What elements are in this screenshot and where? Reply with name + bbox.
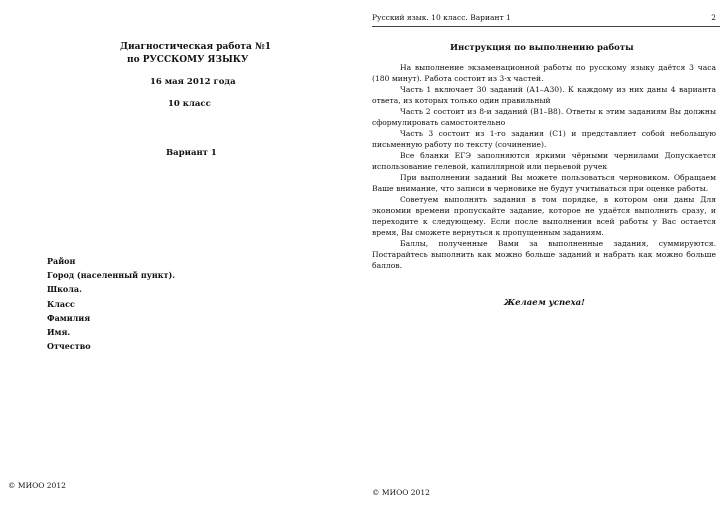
instruction-paragraph: Часть 1 включает 30 заданий (А1–А30). К каждому из них даны 4 варианта ответа, из которых только один правильный [372, 85, 716, 105]
cover-date: 16 мая 2012 года [150, 77, 236, 87]
page-header: Русский язык. 10 класс. Вариант 1 [372, 13, 511, 22]
instruction-copyright: © МИОО 2012 [372, 488, 430, 497]
header-divider [372, 26, 720, 27]
instruction-paragraph: Часть 2 состоит из 8-и заданий (В1–В8). Ответы к этим заданиям Вы должны сформулировать самостоятельно [372, 107, 716, 127]
field-city: Город (населенный пункт). [47, 270, 176, 281]
instruction-paragraph: Баллы, полученные Вами за выполненные задания, суммируются. Постарайтесь выполнить как можно больше заданий и набрать как можно больше баллов. [372, 239, 716, 270]
cover-subject: по РУССКОМУ ЯЗЫКУ [127, 55, 249, 65]
instruction-paragraph: Все бланки ЕГЭ заполняются яркими чёрными чернилами Допускается использование гелевой, капиллярной или перьевой ручек [372, 151, 716, 171]
field-name: Имя. [47, 327, 71, 338]
instruction-paragraph: Советуем выполнять задания в том порядке, в котором они даны Для экономии времени пропускайте задание, которое не удаётся выполнить сразу, и переходите к следующему. Если после выполнения всей работы у Вас остается время, Вы сможете вернуться к пропущенным заданиям. [372, 195, 716, 237]
field-surname: Фамилия [47, 312, 91, 323]
instruction-paragraph: Часть 3 состоит из 1-го задания (С1) и представляет собой небольшую письменную работу по тексту (сочинение). [372, 129, 716, 149]
cover-title: Диагностическая работа №1 [120, 42, 271, 52]
instruction-title: Инструкция по выполнению работы [450, 43, 634, 53]
cover-copyright: © МИОО 2012 [8, 481, 66, 490]
student-fields [47, 254, 175, 353]
field-school: Школа. [47, 284, 82, 295]
field-patronymic: Отчество [47, 341, 91, 352]
field-district: Район [47, 256, 76, 266]
page-number: 2 [711, 13, 716, 22]
field-class: Класс [47, 298, 75, 309]
cover-grade: 10 класс [168, 99, 211, 109]
cover-variant: Вариант 1 [166, 148, 217, 158]
instruction-body [372, 62, 716, 271]
good-luck-text: Желаем успеха! [504, 298, 585, 308]
instruction-paragraph: При выполнении заданий Вы можете пользоваться черновиком. Обращаем Ваше внимание, что записи в черновике не будут учитываться при оценке работы. [372, 173, 716, 193]
instruction-page [364, 0, 728, 515]
instruction-paragraph: На выполнение экзаменационной работы по русскому языку даётся 3 часа (180 минут). Работа состоит из 3-х частей. [372, 63, 716, 83]
